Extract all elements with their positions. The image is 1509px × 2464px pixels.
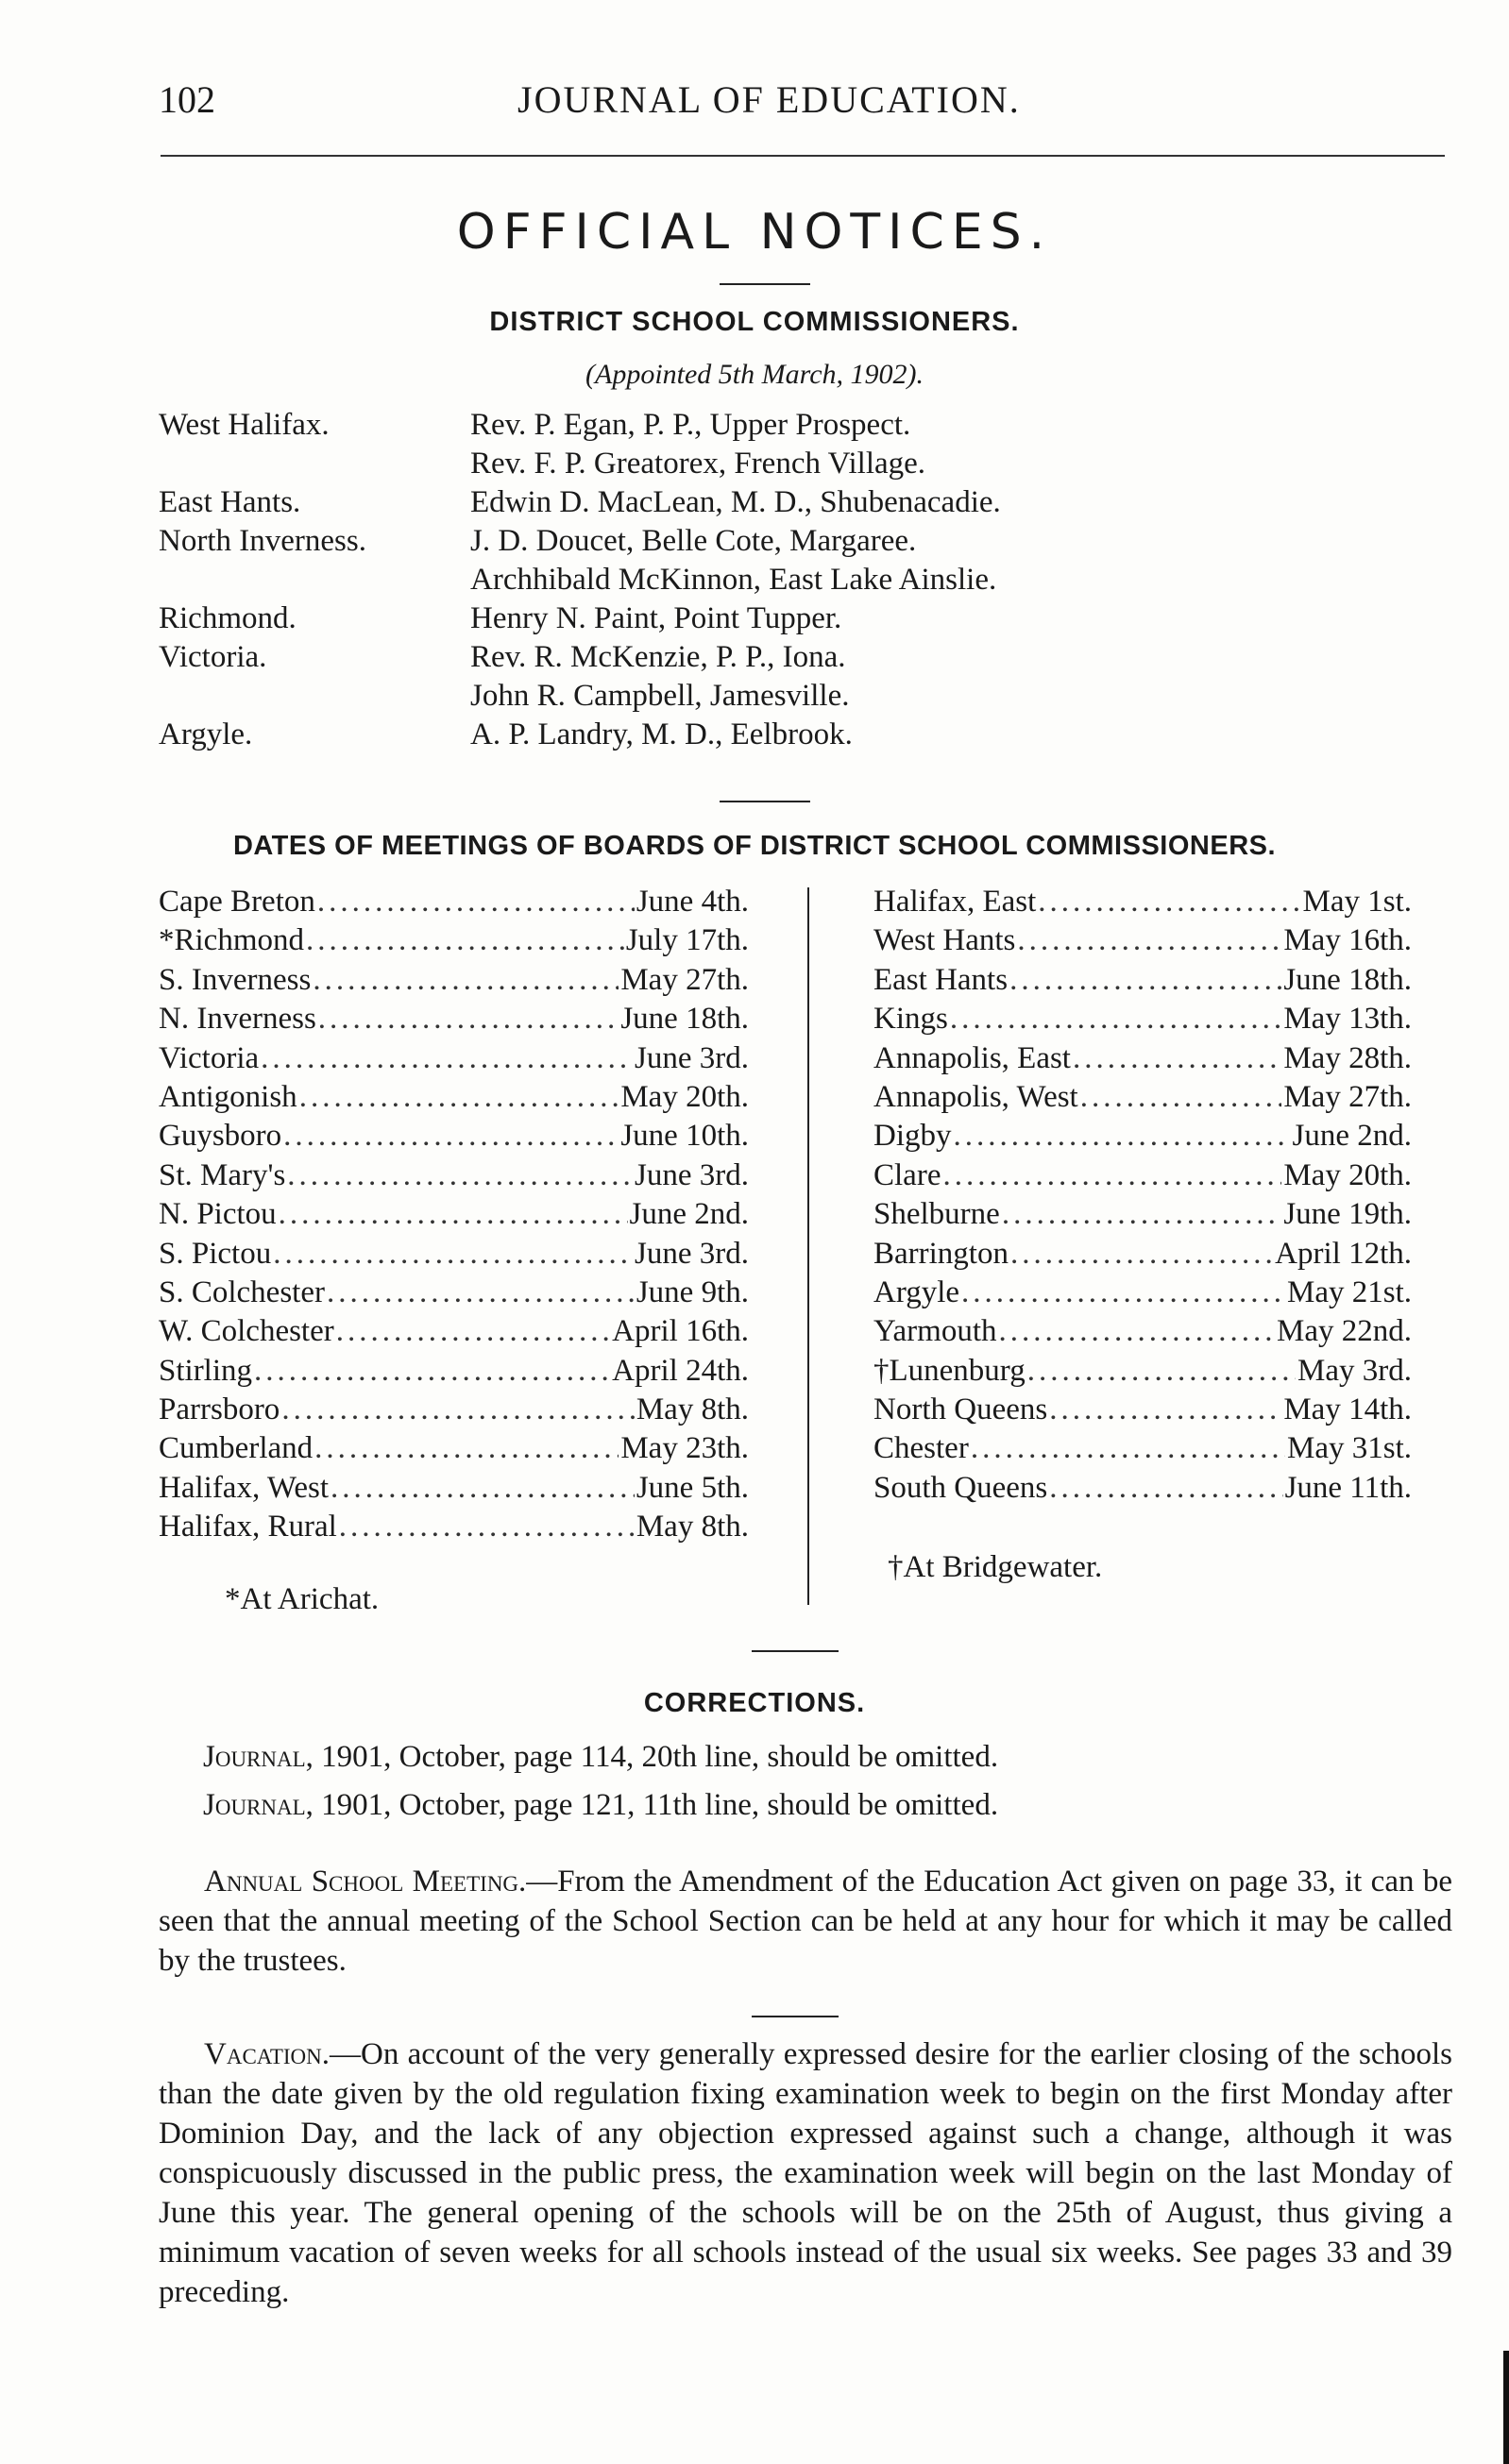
meeting-place: Victoria (159, 1040, 260, 1075)
page-number: 102 (159, 78, 215, 121)
meeting-place: Stirling (159, 1353, 253, 1388)
leader-dots (1049, 1469, 1282, 1508)
meeting-place: Digby (873, 1119, 952, 1154)
meeting-place: S. Inverness (159, 962, 312, 997)
meeting-row (159, 1235, 749, 1274)
correction-line (203, 1788, 998, 1823)
meeting-row (873, 1000, 1412, 1038)
meeting-date: May 27th. (1283, 1079, 1412, 1114)
leader-dots (254, 1352, 610, 1391)
leader-dots (1080, 1078, 1282, 1117)
leader-dots (313, 961, 619, 1000)
vacation-paragraph (159, 2034, 1452, 2312)
meeting-place: Kings (873, 1002, 948, 1037)
meeting-date: June 2nd. (629, 1197, 749, 1232)
leader-dots (283, 1117, 619, 1156)
meeting-row (159, 1274, 749, 1312)
divider (720, 283, 810, 285)
meeting-row (873, 1078, 1412, 1117)
meeting-place: Annapolis, East (873, 1040, 1071, 1075)
meeting-place: Guysboro (159, 1119, 282, 1154)
correction-text: 1901, October, page 121, 11th line, should be omitted. (313, 1788, 999, 1822)
meeting-place: South Queens (873, 1470, 1048, 1505)
appointed-date: (Appointed 5th March, 1902). (585, 359, 924, 390)
leader-dots (1038, 883, 1300, 921)
meeting-place: Clare (873, 1157, 941, 1192)
meeting-place: N. Pictou (159, 1197, 277, 1232)
meeting-row (159, 1508, 749, 1546)
meeting-date: May 16th. (1283, 923, 1412, 958)
commissioner-name: Rev. R. McKenzie, P. P., Iona. (470, 640, 846, 674)
meeting-place: N. Inverness (159, 1002, 316, 1037)
meeting-place: W. Colchester (159, 1314, 334, 1349)
meetings-left-column (159, 883, 749, 1547)
meeting-date: May 23th. (620, 1431, 749, 1466)
meeting-date: June 3rd. (635, 1157, 749, 1192)
commissioner-row (159, 716, 1481, 754)
meeting-date: June 4th. (636, 885, 749, 919)
leader-dots (318, 1000, 619, 1038)
district-name: East Hants. (159, 485, 301, 519)
meeting-date: May 3rd. (1297, 1353, 1412, 1388)
leader-dots (1002, 1195, 1282, 1234)
meeting-date: June 10th. (620, 1119, 749, 1154)
meeting-date: April 24th. (612, 1353, 749, 1388)
meeting-row (873, 1274, 1412, 1312)
meeting-date: May 22nd. (1277, 1314, 1412, 1349)
commissioner-row (159, 483, 1481, 522)
meeting-date: May 20th. (620, 1079, 749, 1114)
district-name: North Inverness. (159, 524, 366, 558)
meeting-row (873, 1312, 1412, 1351)
meeting-date: June 3rd. (635, 1040, 749, 1075)
leader-dots (261, 1039, 633, 1078)
district-name: Richmond. (159, 601, 297, 635)
meeting-place: Argyle (873, 1274, 960, 1309)
meeting-place: Chester (873, 1431, 969, 1466)
paragraph-lead: Annual School Meeting. (204, 1865, 527, 1899)
column-divider (807, 887, 809, 1605)
meetings-heading: DATES OF MEETINGS OF BOARDS OF DISTRICT SCHOOL COMMISSIONERS. (232, 831, 1277, 861)
meeting-place: West Hants (873, 923, 1016, 958)
meeting-row (873, 1391, 1412, 1429)
meeting-row (159, 1000, 749, 1038)
meeting-row (873, 1429, 1412, 1468)
leader-dots (339, 1508, 635, 1546)
commissioner-row (159, 561, 1481, 599)
meeting-place: Barrington (873, 1236, 1009, 1271)
footnote-arichat: *At Arichat. (225, 1582, 380, 1616)
meeting-date: April 16th. (612, 1314, 749, 1349)
meeting-date: May 1st. (1302, 885, 1412, 919)
meeting-date: May 28th. (1283, 1040, 1412, 1075)
paragraph-text: —On account of the very generally expressed desire for the earlier closing of the schools than the date given by the old regulation fixing examination week to begin on the first Monday after Dominion Day, and the lack of any objection expressed against such a change, although it was conspicuously discussed in the public press, the examination week will begin on the last Monday of June this year. The general opening of the schools will be on the 25th of August, thus giving a minimum vacation of seven weeks for all schools instead of the usual six weeks. See pages 33 and 39 preceding. (159, 2037, 1452, 2309)
meeting-row (159, 1429, 749, 1468)
meeting-date: June 18th. (620, 1002, 749, 1037)
leader-dots (999, 1312, 1275, 1351)
leader-dots (1073, 1039, 1281, 1078)
meeting-date: June 9th. (636, 1274, 749, 1309)
leader-dots (950, 1000, 1281, 1038)
meeting-place: Cape Breton (159, 885, 315, 919)
commissioner-name: A. P. Landry, M. D., Eelbrook. (470, 717, 853, 751)
commissioner-name: Rev. P. Egan, P. P., Upper Prospect. (470, 408, 911, 442)
meeting-place: Cumberland (159, 1431, 314, 1466)
meeting-date: May 8th. (636, 1510, 749, 1544)
meeting-row (159, 1117, 749, 1156)
meeting-date: June 11th. (1284, 1470, 1412, 1505)
leader-dots (331, 1469, 635, 1508)
leader-dots (281, 1391, 635, 1429)
commissioners-heading: DISTRICT SCHOOL COMMISSIONERS. (489, 307, 1020, 337)
footnote-bridgewater: †At Bridgewater. (888, 1550, 1103, 1584)
meeting-date: June 19th. (1283, 1197, 1412, 1232)
meeting-row (873, 1469, 1412, 1508)
meeting-date: May 31st. (1287, 1431, 1412, 1466)
meeting-row (159, 1039, 749, 1078)
page-edge-mark (1503, 2351, 1509, 2464)
paragraph-lead: Vacation. (204, 2037, 331, 2071)
meeting-row (159, 921, 749, 960)
meeting-place: Halifax, Rural (159, 1510, 337, 1544)
leader-dots (1010, 1235, 1273, 1274)
meeting-row (873, 1235, 1412, 1274)
meeting-row (159, 1469, 749, 1508)
meeting-place: St. Mary's (159, 1157, 286, 1192)
leader-dots (279, 1195, 628, 1234)
leader-dots (971, 1429, 1285, 1468)
leader-dots (942, 1156, 1281, 1195)
leader-dots (1049, 1391, 1281, 1429)
commissioner-name: Edwin D. MacLean, M. D., Shubenacadie. (470, 485, 1001, 519)
meeting-date: May 27th. (620, 962, 749, 997)
meeting-date: May 8th. (636, 1392, 749, 1427)
journal-title: JOURNAL OF EDUCATION. (517, 78, 1021, 121)
journal-label: Journal, (203, 1788, 314, 1822)
divider (752, 1650, 839, 1652)
meeting-row (159, 1078, 749, 1117)
commissioners-list (159, 406, 1481, 754)
district-name: West Halifax. (159, 408, 330, 442)
commissioner-name: Rev. F. P. Greatorex, French Village. (470, 447, 926, 481)
leader-dots (314, 1429, 619, 1468)
meeting-date: July 17th. (625, 923, 749, 958)
commissioner-row (159, 599, 1481, 638)
official-notices-title: OFFICIAL NOTICES. (456, 204, 1053, 261)
meeting-date: May 21st. (1287, 1274, 1412, 1309)
meeting-row (873, 1352, 1412, 1391)
meeting-place: *Richmond (159, 923, 304, 958)
meeting-place: Parrsboro (159, 1392, 280, 1427)
leader-dots (954, 1117, 1291, 1156)
meeting-date: June 3rd. (635, 1236, 749, 1271)
meeting-row (159, 1156, 749, 1195)
meeting-place: S. Colchester (159, 1274, 325, 1309)
meeting-date: June 18th. (1283, 962, 1412, 997)
meeting-row (159, 1195, 749, 1234)
correction-text: 1901, October, page 114, 20th line, should be omitted. (313, 1740, 999, 1774)
meeting-date: April 12th. (1275, 1236, 1412, 1271)
leader-dots (961, 1274, 1285, 1312)
divider (752, 2016, 839, 2017)
meeting-place: Yarmouth (873, 1314, 997, 1349)
meeting-place: Annapolis, West (873, 1079, 1078, 1114)
meeting-row (159, 1391, 749, 1429)
meeting-row (873, 961, 1412, 1000)
meeting-row (873, 1156, 1412, 1195)
meeting-row (873, 883, 1412, 921)
meeting-row (873, 921, 1412, 960)
meeting-row (159, 883, 749, 921)
leader-dots (306, 921, 624, 960)
commissioner-name: Henry N. Paint, Point Tupper. (470, 601, 842, 635)
meeting-place: S. Pictou (159, 1236, 272, 1271)
leader-dots (1009, 961, 1281, 1000)
leader-dots (299, 1078, 619, 1117)
meeting-row (159, 1312, 749, 1351)
meeting-place: †Lunenburg (873, 1353, 1026, 1388)
meeting-date: June 2nd. (1292, 1119, 1412, 1154)
commissioner-row (159, 406, 1481, 445)
meeting-date: May 20th. (1283, 1157, 1412, 1192)
leader-dots (1027, 1352, 1296, 1391)
district-name: Victoria. (159, 640, 267, 674)
commissioner-row (159, 677, 1481, 716)
leader-dots (336, 1312, 610, 1351)
commissioner-row (159, 522, 1481, 561)
district-name: Argyle. (159, 717, 253, 751)
leader-dots (273, 1235, 633, 1274)
commissioner-name: Archhibald McKinnon, East Lake Ainslie. (470, 563, 997, 597)
meeting-date: June 5th. (636, 1470, 749, 1505)
meeting-place: Halifax, East (873, 885, 1037, 919)
meetings-right-column (873, 883, 1412, 1508)
meeting-place: Antigonish (159, 1079, 297, 1114)
divider (720, 801, 810, 802)
corrections-heading: CORRECTIONS. (643, 1688, 866, 1718)
header-rule (161, 155, 1445, 157)
meeting-row (159, 1352, 749, 1391)
meeting-place: Shelburne (873, 1197, 1000, 1232)
meeting-row (159, 961, 749, 1000)
page-header (159, 77, 1443, 125)
annual-meeting-paragraph (159, 1862, 1452, 1981)
commissioner-row (159, 638, 1481, 677)
meeting-place: Halifax, West (159, 1470, 330, 1505)
correction-line (203, 1740, 998, 1775)
leader-dots (317, 883, 635, 921)
meeting-row (873, 1195, 1412, 1234)
commissioner-name: John R. Campbell, Jamesville. (470, 679, 850, 713)
paragraph-text: —From the Amendment of the Education Act given on page 33, it can be seen that the annual meeting of the School Section can be held at any hour for which it may be called by the trustees. (159, 1865, 1453, 1978)
meeting-date: May 14th. (1283, 1392, 1412, 1427)
leader-dots (287, 1156, 633, 1195)
meeting-row (873, 1117, 1412, 1156)
meeting-place: East Hants (873, 962, 1009, 997)
commissioner-name: J. D. Doucet, Belle Cote, Margaree. (470, 524, 917, 558)
leader-dots (1017, 921, 1281, 960)
meeting-date: May 13th. (1283, 1002, 1412, 1037)
commissioner-row (159, 445, 1481, 483)
meeting-place: North Queens (873, 1392, 1048, 1427)
leader-dots (327, 1274, 635, 1312)
journal-label: Journal, (203, 1740, 314, 1774)
meeting-row (873, 1039, 1412, 1078)
